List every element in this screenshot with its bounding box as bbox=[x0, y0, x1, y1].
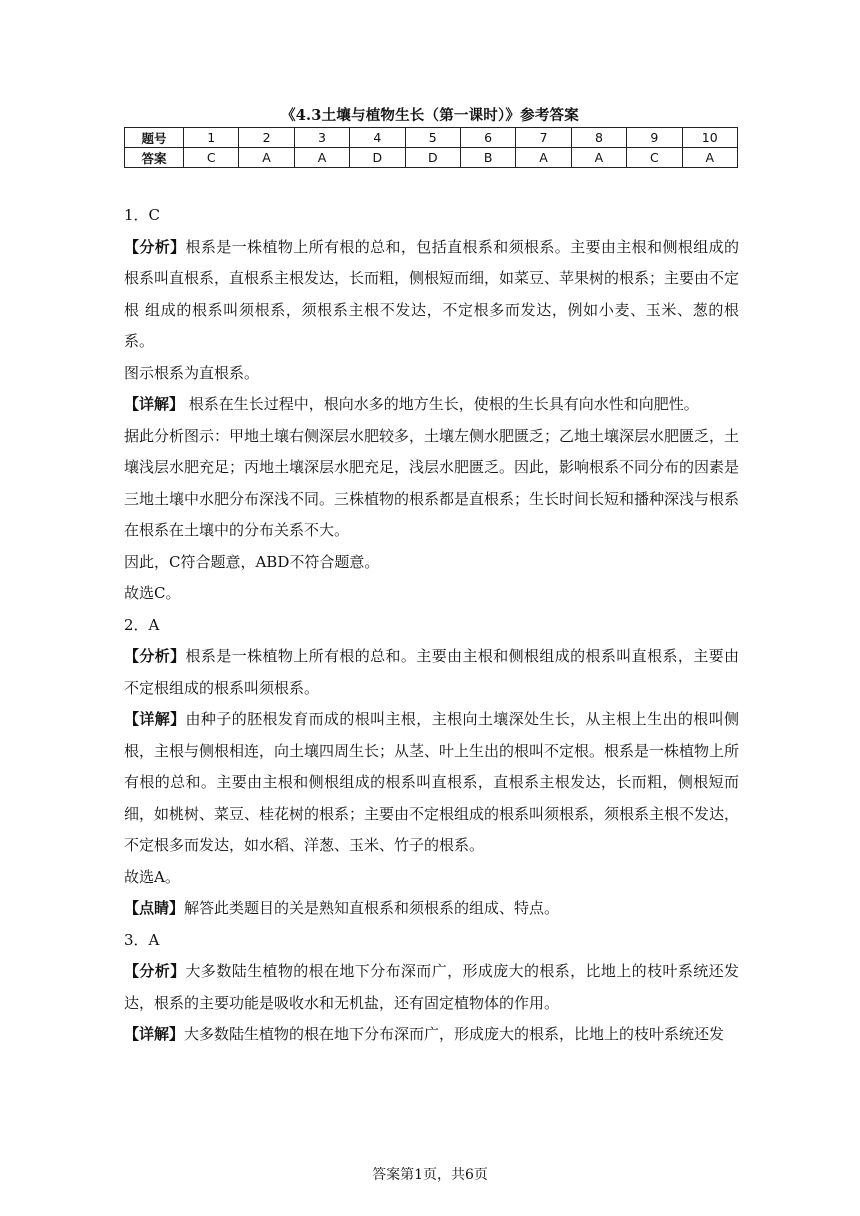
q1-detail-analysis: 据此分析图示：甲地土壤右侧深层水肥较多，土壤左侧水肥匮乏；乙地土壤深层水肥匮乏，土壤浅层水肥充足；丙地土壤深层水肥充足，浅层水肥匮乏。因此，影响根系不同分布的因素是三地土壤中水肥分布深浅不同。三株植物的根系都是直根系；生长时间长短和播种深浅与根系在根系在土壤中的分布关系不大。 bbox=[124, 426, 740, 539]
question-number: 5 bbox=[405, 128, 460, 148]
question-number: 2 bbox=[239, 128, 294, 148]
q2-heading: 2．A bbox=[124, 615, 160, 634]
answer-cell: A bbox=[571, 148, 626, 168]
answer-body bbox=[124, 200, 739, 1051]
q1-analysis bbox=[124, 232, 739, 358]
analysis-tag: 【分析】 bbox=[124, 237, 186, 256]
q3-analysis bbox=[124, 956, 739, 1019]
q3-heading: 3．A bbox=[124, 930, 160, 949]
answer-cell: C bbox=[184, 148, 239, 168]
answer-row bbox=[125, 148, 738, 168]
question-number-row bbox=[125, 128, 738, 148]
answer-cell: B bbox=[460, 148, 515, 168]
answer-cell: A bbox=[682, 148, 737, 168]
q1-analysis-text: 根系是一株植物上所有根的总和，包括直根系和须根系。主要由主根和侧根组成的根系叫直根系，直根系主根发达，长而粗，侧根短而细，如菜豆、苹果树的根系；主要由不定根 组成的根系叫须根系，须根系主根不发达，不定根多而发达，例如小麦、玉米、葱的根系。 bbox=[124, 237, 740, 350]
answer-cell: C bbox=[627, 148, 682, 168]
detail-tag: 【详解】 bbox=[124, 395, 185, 413]
question-number: 4 bbox=[350, 128, 405, 148]
q2-detail-text: 由种子的胚根发育而成的根叫主根，主根向土壤深处生长，从主根上生出的根叫侧根，主根与侧根相连，向土壤四周生长；从茎、叶上生出的根叫不定根。根系是一株植物上所有根的总和。主要由主根和侧根组成的根系叫直根系，直根系主根发达，长而粗，侧根短而细，如桃树、菜豆、桂花树的根系；主要由不定根组成的根系叫须根系，须根系主根不发达，不定根多而发达，如水稻、洋葱、玉米、竹子的根系。 bbox=[124, 710, 740, 854]
analysis-tag: 【分析】 bbox=[124, 962, 186, 980]
q2-tip-text: 解答此类题目的关是熟知直根系和须根系的组成、特点。 bbox=[184, 899, 560, 917]
q3-detail bbox=[124, 1019, 739, 1051]
question-number: 9 bbox=[627, 128, 682, 148]
detail-tag: 【详解】 bbox=[124, 1025, 185, 1043]
q1-heading: 1．C bbox=[124, 206, 161, 224]
answer-cell: A bbox=[239, 148, 294, 168]
answer-table bbox=[124, 127, 738, 168]
q2-analysis bbox=[124, 641, 739, 704]
tip-tag: 【点睛】 bbox=[124, 899, 185, 917]
row-label-answer: 答案 bbox=[125, 148, 184, 168]
answer-cell: D bbox=[405, 148, 460, 168]
question-number: 1 bbox=[184, 128, 239, 148]
row-label-number: 题号 bbox=[125, 128, 184, 148]
q2-tip bbox=[124, 893, 739, 925]
q2-choice: 故选A。 bbox=[124, 867, 180, 886]
q1-detail-text: 根系在生长过程中，根向水多的地方生长，使根的生长具有向水性和向肥性。 bbox=[184, 395, 699, 413]
q1-choice: 故选C。 bbox=[124, 584, 181, 602]
answer-cell: D bbox=[350, 148, 405, 168]
page-title: 《4.3土壤与植物生长（第一课时）》参考答案 bbox=[281, 107, 579, 124]
q2-analysis-text: 根系是一株植物上所有根的总和。主要由主根和侧根组成的根系叫直根系，主要由不定根组成的根系叫须根系。 bbox=[124, 647, 739, 697]
question-number: 8 bbox=[571, 128, 626, 148]
answer-cell: A bbox=[516, 148, 571, 168]
question-number: 3 bbox=[294, 128, 349, 148]
q1-detail-conclusion: 因此，C符合题意，ABD不符合题意。 bbox=[124, 552, 380, 571]
question-number: 7 bbox=[516, 128, 571, 148]
q1-detail bbox=[124, 389, 739, 421]
question-number: 6 bbox=[460, 128, 515, 148]
analysis-tag: 【分析】 bbox=[124, 647, 186, 665]
q2-detail bbox=[124, 704, 739, 862]
answer-cell: A bbox=[294, 148, 349, 168]
detail-tag: 【详解】 bbox=[124, 710, 186, 728]
page-footer: 答案第1页，共6页 bbox=[372, 1167, 488, 1183]
question-number: 10 bbox=[682, 128, 737, 148]
q3-detail-text: 大多数陆生植物的根在地下分布深而广，形成庞大的根系，比地上的枝叶系统还发 bbox=[184, 1025, 725, 1043]
q3-analysis-text: 大多数陆生植物的根在地下分布深而广，形成庞大的根系，比地上的枝叶系统还发达，根系的主要功能是吸收水和无机盐，还有固定植物体的作用。 bbox=[124, 962, 739, 1012]
q1-analysis-conclusion: 图示根系为直根系。 bbox=[124, 363, 260, 382]
